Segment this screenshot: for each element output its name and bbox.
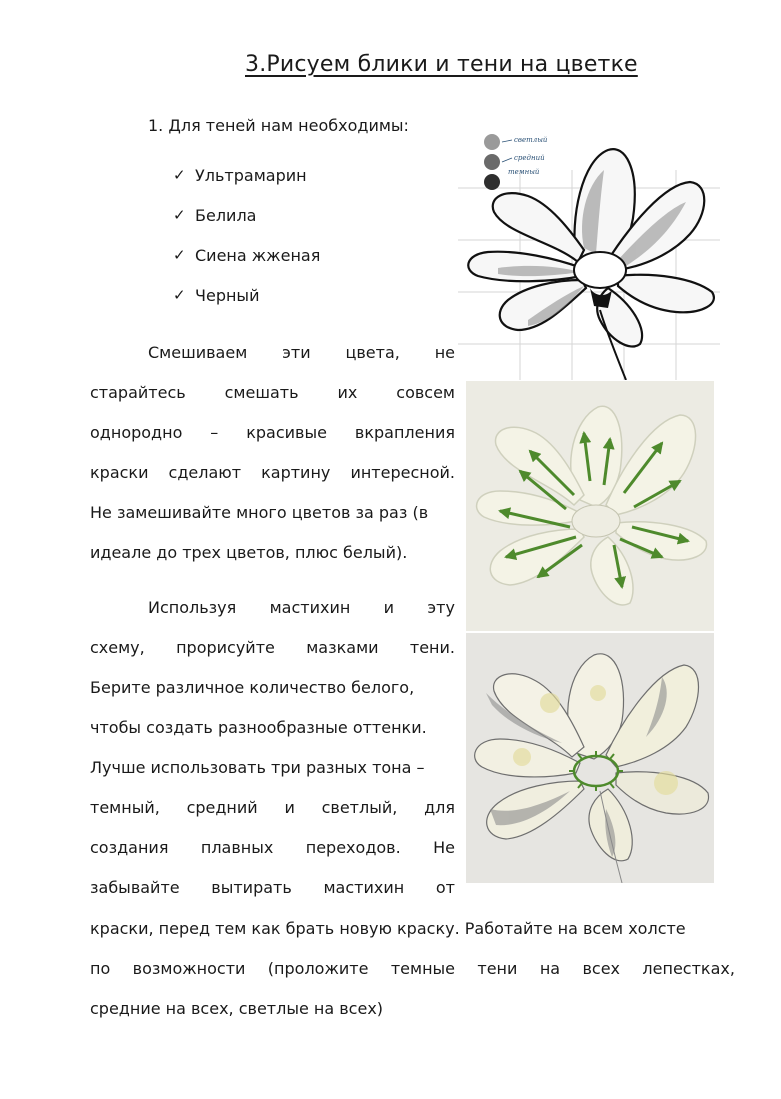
text-line: [90, 543, 455, 583]
text-word: мазками: [306, 638, 379, 657]
text-word: сделают: [168, 463, 242, 482]
text-line: [90, 999, 735, 1039]
text-word: переходов.: [305, 838, 401, 857]
text-line: [90, 718, 455, 758]
text-word: Используя: [148, 598, 237, 617]
photo2-drawing: [466, 633, 714, 883]
checkmark-icon: ✓: [173, 286, 186, 304]
paragraph-technique: [90, 598, 455, 918]
text-line: [90, 638, 455, 678]
paragraph-mixing: [90, 343, 455, 583]
material-label: Белила: [195, 206, 257, 225]
material-item: [173, 206, 320, 246]
checkmark-icon: ✓: [173, 166, 186, 184]
paragraph-continuation: [90, 919, 735, 1039]
text-word: Лучше использовать три разных тона –: [90, 758, 425, 777]
text-word: Смешиваем: [148, 343, 248, 362]
text-word: картину: [261, 463, 331, 482]
text-line: [90, 878, 455, 918]
text-word: Не: [433, 838, 455, 857]
text-word: интересной.: [350, 463, 455, 482]
material-label: Ультрамарин: [195, 166, 307, 185]
text-word: Берите различное количество белого,: [90, 678, 415, 697]
text-word: мастихин: [269, 598, 351, 617]
text-line: [90, 758, 455, 798]
text-word: на: [539, 959, 561, 978]
text-word: Не замешивайте много цветов за раз (в: [90, 503, 429, 522]
text-word: темные: [390, 959, 455, 978]
text-word: всех: [582, 959, 621, 978]
text-word: чтобы создать разнообразные оттенки.: [90, 718, 427, 737]
sketch-drawing: [458, 130, 720, 380]
legend-light-label: светлый: [514, 136, 548, 144]
text-line: [90, 463, 455, 503]
text-line: [90, 383, 455, 423]
legend-dark-swatch: [484, 174, 500, 190]
text-word: плавных: [200, 838, 274, 857]
text-line: [90, 423, 455, 463]
text-word: и: [284, 798, 295, 817]
material-label: Черный: [195, 286, 260, 305]
text-word: цвета,: [345, 343, 400, 362]
text-word: мастихин: [323, 878, 405, 897]
text-word: тени: [477, 959, 518, 978]
photo1-drawing: [466, 381, 714, 631]
materials-checklist: [173, 166, 320, 326]
material-item: [173, 246, 320, 286]
checkmark-icon: ✓: [173, 246, 186, 264]
material-item: [173, 286, 320, 326]
text-word: средний: [186, 798, 258, 817]
text-word: схему,: [90, 638, 145, 657]
material-label: Сиена жженая: [195, 246, 321, 265]
text-word: смешать: [224, 383, 299, 402]
flower-shading-sketch: [458, 130, 720, 380]
legend-medium-swatch: [484, 154, 500, 170]
text-line: [90, 678, 455, 718]
text-word: красивые: [246, 423, 327, 442]
page-title: 3.Рисуем блики и тени на цветке: [245, 52, 638, 77]
checkmark-icon: ✓: [173, 206, 186, 224]
text-word: совсем: [396, 383, 455, 402]
text-word: забывайте: [90, 878, 180, 897]
text-line: [90, 959, 735, 999]
text-line: [90, 838, 455, 878]
text-word: вкрапления: [354, 423, 455, 442]
photo-flower-stroke-directions: [466, 381, 714, 631]
text-word: и: [383, 598, 395, 617]
text-word: от: [435, 878, 455, 897]
text-word: средние на всех, светлые на всех): [90, 999, 384, 1018]
text-word: темный,: [90, 798, 160, 817]
text-word: не: [434, 343, 455, 362]
material-item: [173, 166, 320, 206]
legend-dark-label: темный: [508, 168, 540, 176]
photo-flower-painted-shadows: [466, 633, 714, 883]
text-word: создания: [90, 838, 169, 857]
text-word: однородно: [90, 423, 183, 442]
text-word: краски, перед тем как брать новую краску. Работайте на всем холсте: [90, 919, 686, 938]
text-word: лепестках,: [642, 959, 735, 978]
text-word: по: [90, 959, 111, 978]
text-line: [90, 919, 735, 959]
text-word: идеале до трех цветов, плюс белый).: [90, 543, 408, 562]
text-line: [90, 598, 455, 638]
text-word: –: [210, 423, 219, 442]
text-word: их: [337, 383, 358, 402]
text-word: для: [424, 798, 455, 817]
legend-medium-label: средний: [514, 154, 545, 162]
text-word: вытирать: [211, 878, 292, 897]
text-line: [90, 798, 455, 838]
text-line: [90, 503, 455, 543]
text-word: светлый,: [321, 798, 398, 817]
text-word: эту: [427, 598, 455, 617]
text-word: (проложите: [267, 959, 369, 978]
text-word: прорисуйте: [176, 638, 275, 657]
materials-intro: 1. Для теней нам необходимы:: [148, 116, 409, 135]
text-line: [90, 343, 455, 383]
text-word: тени.: [409, 638, 455, 657]
text-word: возможности: [132, 959, 246, 978]
text-word: старайтесь: [90, 383, 186, 402]
legend-light-swatch: [484, 134, 500, 150]
text-word: эти: [282, 343, 311, 362]
text-word: краски: [90, 463, 149, 482]
